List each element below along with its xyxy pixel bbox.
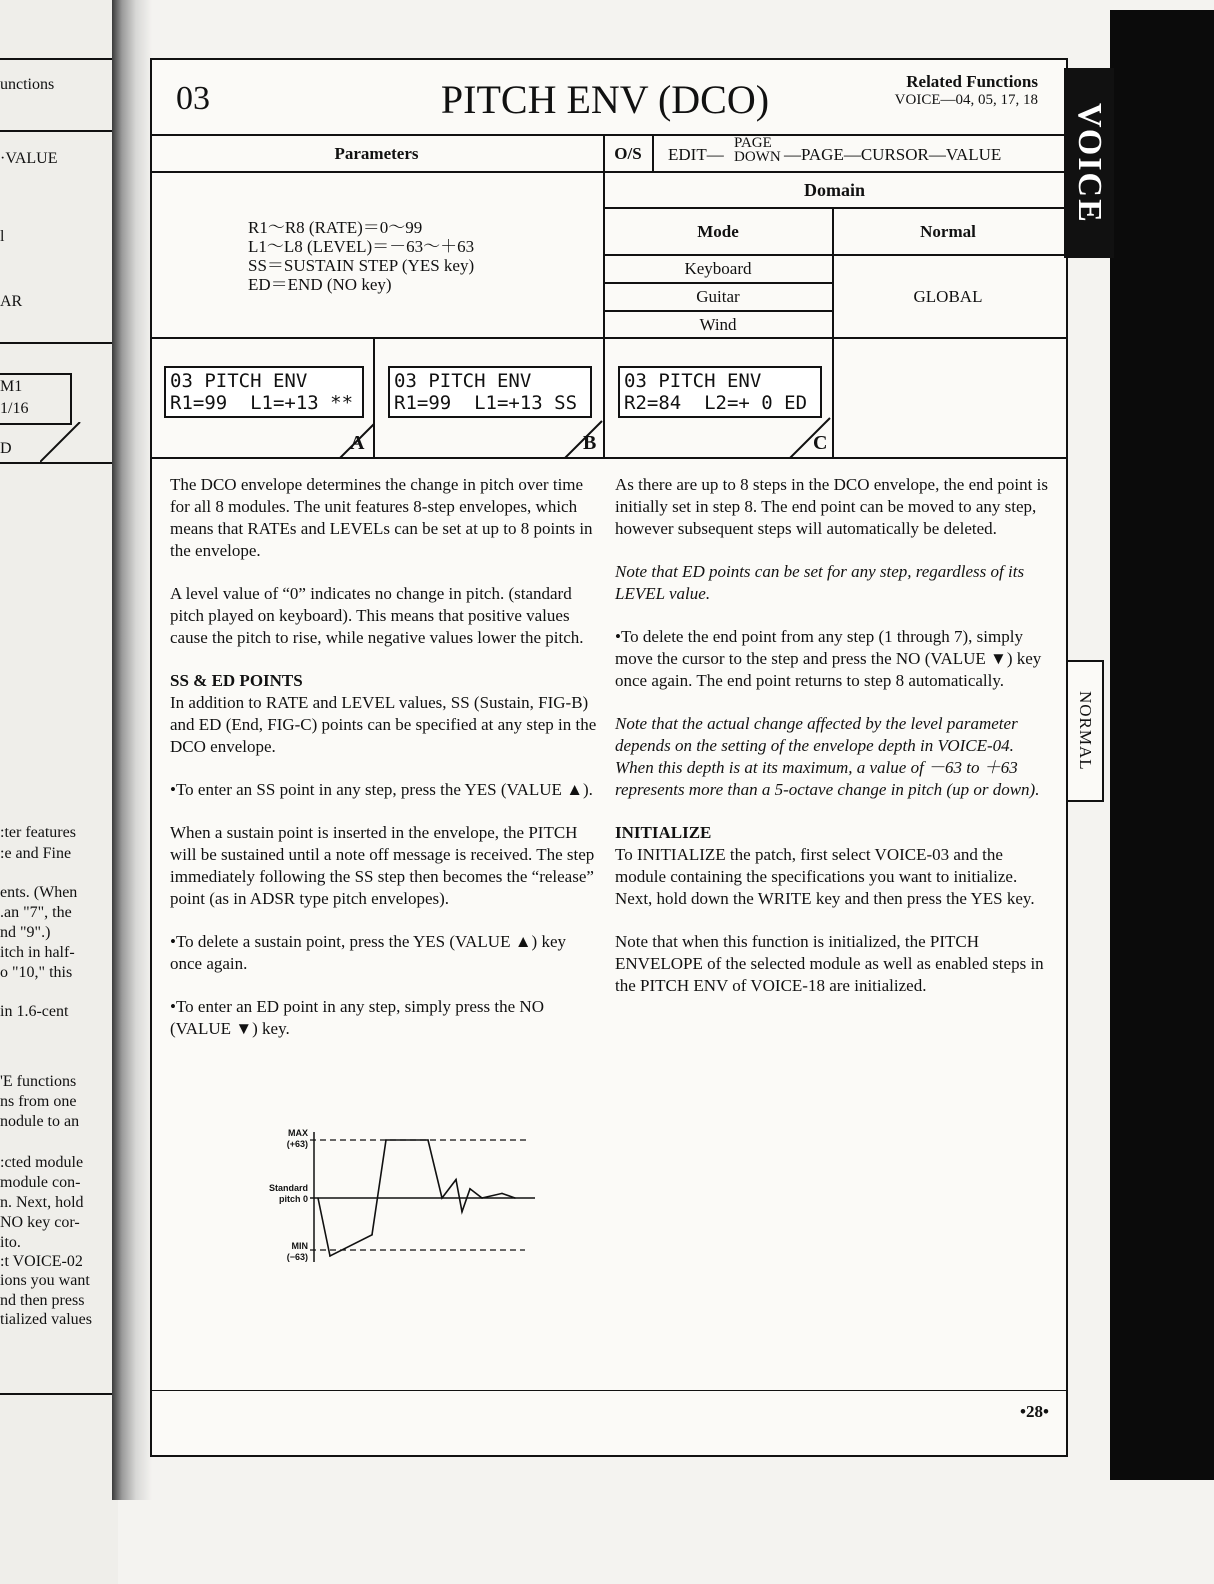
previous-page-line: :cted module <box>0 1154 84 1171</box>
envelope-plot <box>310 1122 550 1272</box>
path-rest: —PAGE—CURSOR—VALUE <box>784 145 1002 164</box>
previous-page-line: itch in half- <box>0 944 75 961</box>
previous-page-line: ions you want <box>0 1272 90 1289</box>
prev-lcd <box>0 373 72 425</box>
related-functions-value: VOICE—04, 05, 17, 18 <box>894 92 1038 108</box>
previous-page-line: ito. <box>0 1234 21 1251</box>
paragraph: The DCO envelope determines the change in pitch over time for all 8 modules. The unit features 8-step envelopes, which means that RATEs and LEVELs can be set at up to 8 points in the envelope. <box>170 475 593 560</box>
paragraph: As there are up to 8 steps in the DCO envelope, the end point is initially set in step 8. The end point can be moved to any step, however subsequent steps will automatically be deleted. <box>615 475 1048 538</box>
rule <box>603 282 833 284</box>
envelope-point <box>481 1197 483 1199</box>
previous-page-line: n. Next, hold <box>0 1194 84 1211</box>
parameter-list <box>248 218 474 294</box>
parameters-heading: Parameters <box>334 144 419 163</box>
previous-page-line: nodule to an <box>0 1113 80 1130</box>
graph-label-line: MIN <box>291 1241 308 1251</box>
prev-rule <box>0 462 112 464</box>
lcd-line: 03 PITCH ENV <box>170 370 308 392</box>
voice-tab: VOICE <box>1064 68 1114 258</box>
previous-page-line: AR <box>0 293 23 310</box>
path-page-bottom: DOWN <box>734 149 781 165</box>
graph-label-line: Standard <box>268 1183 308 1193</box>
previous-page-line: ns from one <box>0 1093 77 1110</box>
previous-page-line: 1/16 <box>0 400 29 417</box>
graph-label-line: MAX <box>288 1128 308 1138</box>
paragraph: When a sustain point is inserted in the envelope, the PITCH will be sustained until a note off message is received. The step immediately following the SS step then becomes the “release” point (as in ADSR type pitch envelopes). <box>170 823 595 908</box>
previous-page-line: o "10," this <box>0 964 73 981</box>
right-column <box>615 474 1051 1018</box>
page-number: •28• <box>1020 1402 1049 1421</box>
paragraph: Note that when this function is initialized, the PITCH ENVELOPE of the selected module as well as enabled steps in the PITCH ENV of VOICE-18 are initialized. <box>615 932 1044 995</box>
binder-edge <box>1110 10 1214 1480</box>
parameter-line: R1～R8 (RATE)＝0～99 <box>248 218 423 237</box>
figure-label-a: A <box>350 432 365 454</box>
parameter-line: SS＝SUSTAIN STEP (YES key) <box>248 256 475 275</box>
path-page-top: PAGE <box>734 135 772 151</box>
envelope-point <box>455 1179 457 1181</box>
path-edit: EDIT— <box>668 145 724 164</box>
pitch-envelope-graph <box>240 1122 560 1272</box>
paragraph: A level value of “0” indicates no change in pitch. (standard pitch played on keyboard). This means that positive values cause the pitch to rise, while negative values lower the pitch. <box>170 584 584 647</box>
bullet-item: •To enter an ED point in any step, simply press the NO (VALUE ▼) key. <box>170 997 544 1038</box>
previous-page-line: nd then press <box>0 1292 85 1309</box>
paragraph: In addition to RATE and LEVEL values, SS (Sustain, FIG-B) and ED (End, FIG-C) points can be specified at any step in the DCO envelope. <box>170 693 597 756</box>
figure-label-c: C <box>813 432 828 454</box>
normal-tab: NORMAL <box>1066 660 1104 802</box>
lcd-line: 03 PITCH ENV <box>394 370 532 392</box>
previous-page-line: tialized values <box>0 1311 92 1328</box>
previous-page-line: :ter features <box>0 824 76 841</box>
bullet-item: •To enter an SS point in any step, press the YES (VALUE ▲). <box>170 780 593 799</box>
operation-path <box>668 136 1068 170</box>
paragraph: To INITIALIZE the patch, first select VOICE-03 and the module containing the specifications you want to initialize. Next, hold down the WRITE key and then press the YES key. <box>615 845 1035 908</box>
figure-corner-lines <box>150 337 1066 458</box>
graph-max-label <box>240 1128 308 1150</box>
previous-page-line: ents. (When <box>0 884 78 901</box>
rule <box>603 310 833 312</box>
page-title: PITCH ENV (DCO) <box>440 77 770 122</box>
envelope-point <box>441 1197 443 1199</box>
envelope-point <box>501 1193 503 1195</box>
envelope-point <box>514 1197 516 1199</box>
bullet-item: •To delete the end point from any step (1 through 7), simply move the cursor to the step and press the NO (VALUE ▼) key once again. The end point returns to step 8 automatically. <box>615 627 1042 690</box>
prev-rule <box>0 130 112 132</box>
footer-rule <box>150 1390 1066 1391</box>
prev-rule <box>0 58 112 60</box>
envelope-point <box>385 1139 387 1141</box>
previous-page-line: nd "9".) <box>0 924 51 941</box>
note: Note that the actual change affected by the level parameter depends on the setting of the envelope depth in VOICE-04. When this depth is at its maximum, a value of －63 to ＋63 represents more than a 5-octave change in pitch (up or down). <box>615 714 1040 799</box>
mode-keyboard: Keyboard <box>684 259 752 278</box>
previous-page-line: M1 <box>0 378 23 395</box>
bullet-item: •To delete a sustain point, press the YES (VALUE ▲) key once again. <box>170 932 566 973</box>
os-label: O/S <box>614 144 642 163</box>
rule <box>603 207 1066 209</box>
graph-min-label <box>240 1241 308 1263</box>
mode-wind: Wind <box>699 315 737 334</box>
function-number: 03 <box>176 80 210 117</box>
graph-standard-label <box>240 1183 308 1205</box>
envelope-point <box>371 1234 373 1236</box>
envelope-point <box>329 1255 331 1257</box>
parameter-line: ED＝END (NO key) <box>248 275 392 294</box>
previous-page-line: .an "7", the <box>0 904 72 921</box>
left-column <box>170 474 598 1061</box>
lcd-line: 03 PITCH ENV <box>624 370 762 392</box>
mode-header: Mode <box>697 222 739 241</box>
previous-page-line: :e and Fine <box>0 845 72 862</box>
previous-page-line: ·VALUE <box>0 150 58 167</box>
envelope-point <box>469 1188 471 1190</box>
related-functions-label: Related Functions <box>906 72 1038 91</box>
previous-page-line: l <box>0 228 5 245</box>
figure-label-b: B <box>583 432 597 454</box>
previous-page-line: in 1.6-cent <box>0 1003 69 1020</box>
rule <box>603 254 1066 256</box>
parameter-line: L1～L8 (LEVEL)＝－63～＋63 <box>248 237 475 256</box>
previous-page-line: :t VOICE-02 <box>0 1253 83 1270</box>
section-heading-initialize: INITIALIZE <box>615 823 712 842</box>
normal-header: Normal <box>920 222 976 241</box>
domain-heading: Domain <box>803 180 865 200</box>
lcd-line: R2=84 L2=+ 0 ED <box>624 392 808 414</box>
envelope-point <box>317 1197 319 1199</box>
previous-page-text <box>0 0 112 1584</box>
mode-guitar: Guitar <box>696 287 740 306</box>
domain-value: GLOBAL <box>913 287 983 306</box>
binding-shadow <box>112 0 152 1500</box>
section-heading-ss-ed: SS & ED POINTS <box>170 671 303 690</box>
previous-page-line: unctions <box>0 76 55 93</box>
graph-label-line: (+63) <box>286 1139 308 1149</box>
note: Note that ED points can be set for any step, regardless of its LEVEL value. <box>615 562 1025 603</box>
lcd-line: R1=99 L1=+13 ** <box>170 392 354 414</box>
envelope-point <box>461 1211 463 1213</box>
previous-page-line: NO key cor- <box>0 1214 80 1231</box>
previous-page-line: 'E functions <box>0 1073 77 1090</box>
lcd-line: R1=99 L1=+13 SS <box>394 392 578 414</box>
prev-fig-corner <box>40 422 110 462</box>
envelope-point <box>427 1139 429 1141</box>
prev-rule <box>0 1393 112 1395</box>
rule <box>150 171 1066 173</box>
previous-page-line: module con- <box>0 1174 81 1191</box>
previous-page-line: D <box>0 440 12 457</box>
prev-rule <box>0 342 112 344</box>
graph-label-line: (−63) <box>286 1252 308 1262</box>
graph-label-line: pitch 0 <box>278 1194 308 1204</box>
